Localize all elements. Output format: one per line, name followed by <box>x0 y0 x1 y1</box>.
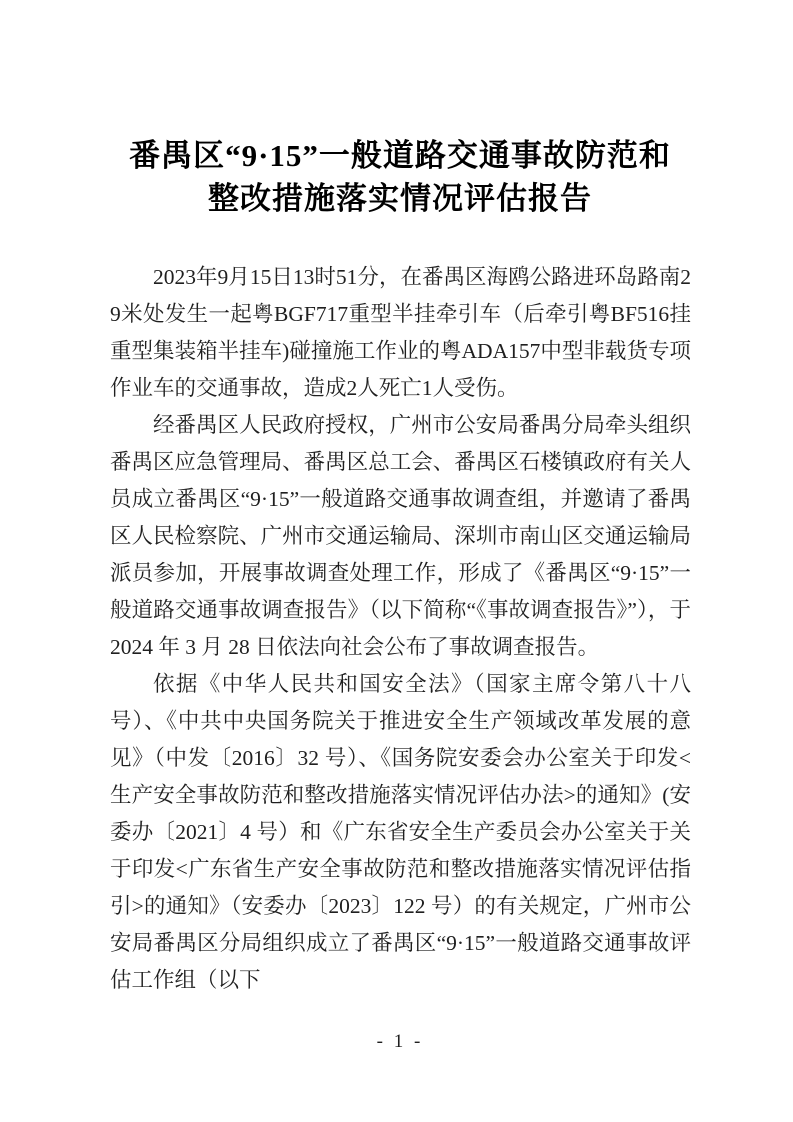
report-title-line-2: 整改措施落实情况评估报告 <box>208 181 592 216</box>
paragraph-accident-overview: 2023年9月15日13时51分，在番禺区海鸥公路进环岛路南29米处发生一起粤BGF717重型半挂牵引车（后牵引粤BF516挂重型集装箱半挂车)碰撞施工作业的粤ADA157中型非载货专项作业车的交通事故，造成2人死亡1人受伤。 <box>110 265 691 400</box>
report-body <box>110 259 691 999</box>
page-footer <box>110 1030 690 1054</box>
report-title-line-1: 番禺区“9·15”一般道路交通事故防范和 <box>129 138 671 173</box>
paragraph-legal-basis: 依据《中华人民共和国安全法》（国家主席令第八十八号）、《中共中央国务院关于推进安全生产领域改革发展的意见》（中发〔2016〕32 号）、《国务院安委会办公室关于印发<生产安全事故防范和整改措施落实情况评估办法>的通知》(安委办〔2021〕4 号）和《广东省安全生产委员会办公室关于关于印发<广东省生产安全事故防范和整改措施落实情况评估指引>的通知》（安委办〔2023〕122 号）的有关规定，广州市公安局番禺区分局组织成立了番禺区“9·15”一般道路交通事故评估工作组（以下 <box>110 672 691 992</box>
report-title <box>108 134 692 220</box>
page-number: - 1 - <box>376 1031 424 1052</box>
paragraph-investigation-team: 经番禺区人民政府授权，广州市公安局番禺分局牵头组织番禺区应急管理局、番禺区总工会、番禺区石楼镇政府有关人员成立番禺区“9·15”一般道路交通事故调查组，并邀请了番禺区人民检察院、广州市交通运输局、深圳市南山区交通运输局派员参加，开展事故调查处理工作，形成了《番禺区“9·15”一般道路交通事故调查报告》（以下简称“《事故调查报告》”），于 2024 年 3 月 28 日依法向社会公布了事故调查报告。 <box>110 413 691 659</box>
